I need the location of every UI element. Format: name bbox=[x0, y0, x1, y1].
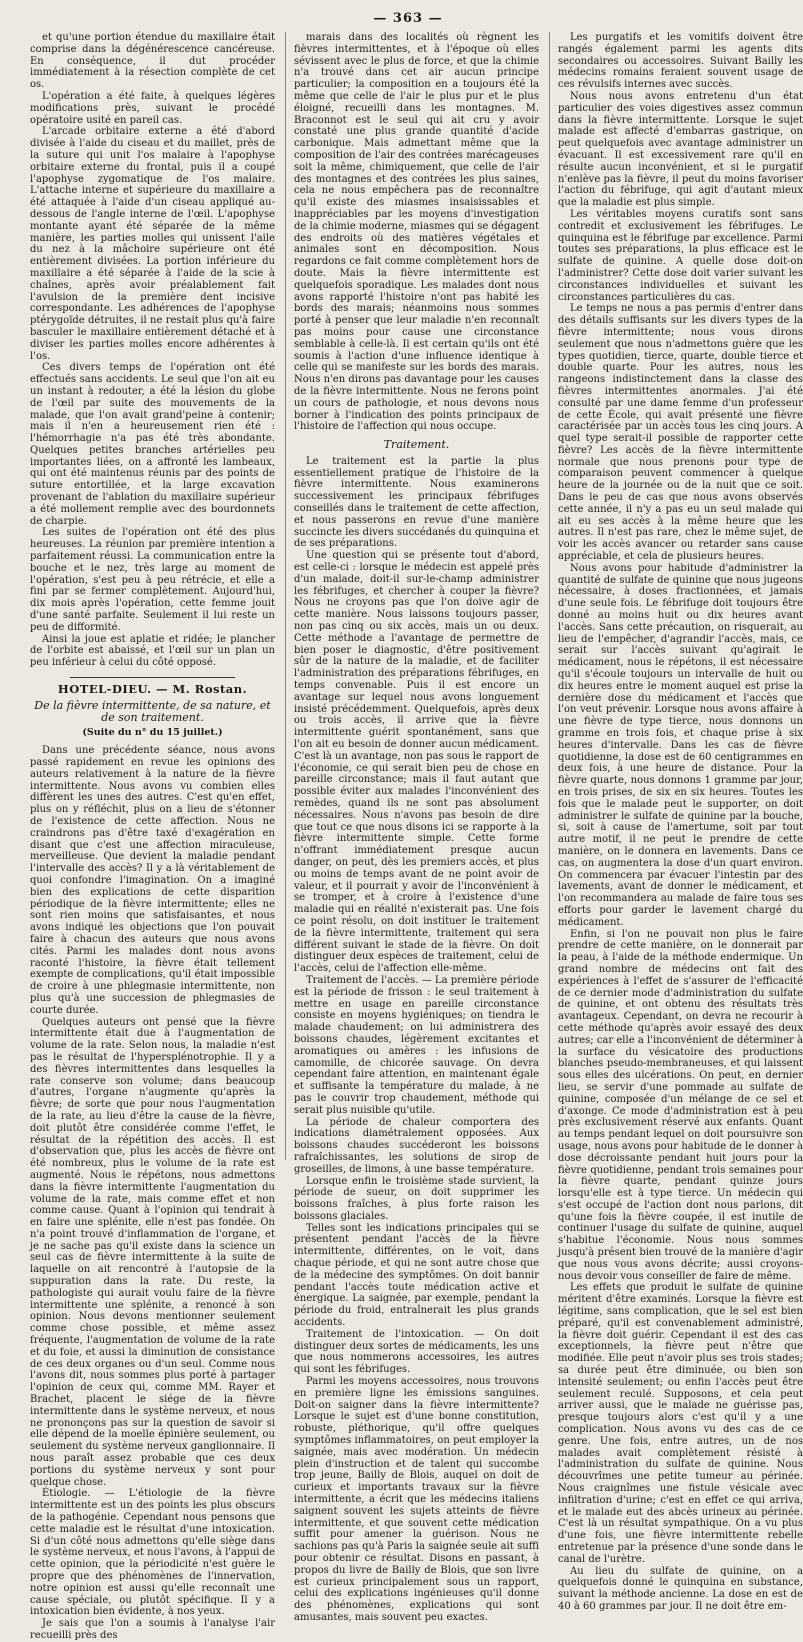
section-divider bbox=[70, 677, 235, 678]
column-2 bbox=[285, 32, 539, 1623]
paragraph: Le traitement est la partie la plus essentiellement pratique de l'histoire de la fièvre intermittente. Nous examinerons successivement les principaux fébrifuges conseillés dans le traitement de cette affection, et nous passerons en revue d'une manière succincte les divers succédanés du quinquina et de ses préparations. bbox=[294, 455, 539, 550]
paragraph: Dans une précédente séance, nous avons passé rapidement en revue les opinions des auteurs relativement à la nature de la fièvre intermittente. Nous avons vu combien elles diffèrent les unes des autres. C'est qu'en effet, plus on y réfléchit, plus on a lieu de s'étonner de l'existence de cette affection. Nous ne craindrons pas d'être taxé d'exagération en disant que c'est une affection miraculeuse, merveilleuse. Que devient la maladie pendant l'intervalle des accès? Il y a là véritablement de quoi confondre l'imagination. On a imaginé bien des explications de cette disparition périodique de la fièvre intermittente; elles ne sont rien moins que satisfaisantes, et nous avons indiqué les objections que l'on pouvait faire à chacun des auteurs que nous avons cités. Parmi les malades dont nous avons raconté l'histoire, la fièvre était tellement exempte de complications, qu'il était impossible de croire à une phlegmasie intermittente, non plus qu'à une succession de phlegmasies de courte durée. bbox=[30, 745, 275, 1016]
continuation-note: (Suite du n° du 15 juillet.) bbox=[82, 727, 223, 739]
article-title: De la fièvre intermittente, de sa nature, et de son traitement. bbox=[34, 698, 271, 724]
paragraph: Telles sont les indications principales qui se présentent pendant l'accès de la fièvre intermittente, différentes, on le voit, dans chaque période, et qui ne sont autre chose que de la médecine des symptômes. On doit bannir pendant l'accès toute médication active et énergique. La saignée, par exemple, pendant la période du froid, entraînerait les plus grands accidents. bbox=[294, 1222, 539, 1329]
paragraph: La période de chaleur comportera des indications diamétralement opposées. Aux boissons chaudes succéderont les boissons rafraîchissantes, les solutions de sirop de groseilles, de limons, à une basse température. bbox=[294, 1116, 539, 1175]
page-number: — 363 — bbox=[373, 11, 443, 26]
paragraph: Quelques auteurs ont pensé que la fièvre intermittente était due à l'augmentation de volume de la rate. Selon nous, la maladie n'est pas le résultat de l'hypersplénotrophie. Il y a des fièvres intermittentes dans lesquelles la rate conserve son volume; dans beaucoup d'autres, l'organe n'augmente qu'après la fièvre; de sorte que pour nous l'augmentation de la rate, au lieu d'être la cause de la fièvre, doit plutôt être considérée comme l'effet, le résultat de la répétition des accès. Il est d'observation que, plus les accès de fièvre ont été nombreux, plus le volume de la rate est augmenté. Nous le répétons, nous admettons dans la fièvre intermittente l'augmentation du volume de la rate, mais comme effet et non comme cause. Quant à l'opinion qui tendrait à en faire une splénite, elle n'est pas fondée. On n'a point trouvé d'inflammation de l'organe, et je ne sache pas qu'il existe dans la science un seul cas de fièvre intermittente à la suite de laquelle on ait rencontré à l'autopsie de la suppuration dans la rate. Du reste, la pathologiste qui aurait voulu faire de la fièvre intermittente une splénite, a renoncé à son opinion. Nous devons mentionner seulement comme chose possible, et même assez fréquente, l'augmentation de volume de la rate et du foie, et aussi la diminution de consistance de ces deux organes ou d'un seul. Comme nous l'avons dit, nous sommes plus porté à partager l'opinion de ceux qui, comme MM. Rayer et Brachet, placent le siége de la fièvre intermittente dans le système nerveux, et nous ne prononçons pas sur la question de savoir si elle dépend de la moelle épinière seulement, ou seulement du système nerveux ganglionnaire. Il nous paraît assez probable que ces deux portions du système nerveux y sont pour quelque chose. bbox=[30, 1016, 275, 1488]
paragraph: Enfin, si l'on ne pouvait non plus le faire prendre de cette manière, on le donnerait par la peau, à l'aide de la méthode endermique. Un grand nombre de médecins ont fait des expériences à l'effet de s'assurer de l'efficacité de ce dernier mode d'administration du sulfate de quinine, et ont obtenu des résultats très avantageux. Cependant, on devra ne recourir à cette méthode qu'après avoir essayé des deux autres; car elle a l'inconvénient de déterminer à la surface du vésicatoire des productions blanches pseudo-membraneuses, et qui laissent sous elles des ulcérations. On peut, en dernier lieu, se servir d'une pommade au sulfate de quinine, composée d'un mélange de ce sel et d'axonge. Ce mode d'administration est à peu près exclusivement réservé aux enfants. Quant au temps pendant lequel on doit poursuivre son usage, nous avons pour habitude de le donner à dose décroissante pendant huit jours pour la fièvre quotidienne, pendant trois semaines pour la fièvre quarte, pendant quinze jours lorsqu'elle est à type tierce. Un médecin qui s'est occupé de l'action dont nous parlons, dit qu'une fois la fièvre coupée, il est inutile de continuer l'usage du sulfate de quinine, auquel s'habitue l'économie. Nous nous sommes jusqu'à présent bien trouvé de la manière d'agir que nous vous avons décrite; aussi croyons-nous devoir vous conseiller de faire de même. bbox=[558, 928, 803, 1282]
paragraph: Nous nous avons entretenu d'un état particulier des voies digestives assez commun dans la fièvre intermittente. Lorsque le sujet malade est affecté d'embarras gastrique, on peut quelquefois avec avantage administrer un évacuant. Il est excessivement rare qu'il en résulte aucun inconvénient, et si le purgatif n'enlève pas la fièvre, il peut du moins favoriser l'action du fébrifuge, qui agit d'autant mieux que la maladie est plus simple. bbox=[558, 90, 803, 209]
paragraph: Ainsi la joue est aplatie et ridée; le plancher de l'orbite est abaissé, et l'œil sur un plan un peu inférieur à celui du côté opposé. bbox=[30, 633, 275, 669]
paragraph: Traitement de l'accès. — La première période est la période de frisson : le seul traitement à mettre en usage en pareille circonstance consiste en moyens hygiéniques; on tiendra le malade chaudement; on lui administrera des boissons chaudes, légèrement excitantes et aromatiques ou amères : les infusions de camomille, de chicorée sauvage. On devra cependant faire attention, en maintenant égale et suffisante la température du malade, à ne pas le couvrir trop chaudement, méthode qui serait plus nuisible qu'utile. bbox=[294, 974, 539, 1116]
paragraph: marais dans des localités où règnent les fièvres intermittentes, et à l'époque où elles sévissent avec le plus de force, et que la chimie n'a trouvé dans cet air aucun principe particulier; la composition en a toujours été la même que celle de l'air le plus pur et le plus éloigné, recueilli dans les montagnes. M. Braconnot est le seul qui ait cru y avoir constaté une plus grande quantité d'acide carbonique. Mais admettant même que la composition de l'air des contrées marécageuses soit la même, chimiquement, que celle de l'air des montagnes et des contrées les plus saines, cela ne nous empêchera pas de reconnaître qu'il existe des miasmes insaisissables et inappréciables par les moyens d'investigation de la chimie moderne, miasmes qui se dégagent des endroits où des matières végétales et animales sont en décomposition. Nous regardons ce fait comme complètement hors de doute. Mais la fièvre intermittente est quelquefois sporadique. Les malades dont nous avons rapporté l'histoire n'ont pas habité les bords des marais; néanmoins nous sommes porté à penser que leur maladie n'en reconnaît pas moins pour cause une circonstance semblable à celle-là. Il est certain qu'ils ont été soumis à l'action d'une influence identique à celle qui se manifeste sur les bords des marais. Nous n'en dirons pas davantage pour les causes de la fièvre intermittente. Nous ne ferons point un cours de pathologie, et nous devons nous borner à l'indication des points principaux de l'histoire de l'affection qui nous occupe. bbox=[294, 32, 539, 433]
paragraph: Les suites de l'opération ont été des plus heureuses. La réunion par première intention a parfaitement réussi. La communication entre la bouche et le nez, très large au moment de l'opération, s'est peu à peu rétrécie, et elle a fini par se fermer complètement. Aujourd'hui, dix mois après l'opération, cette femme jouit d'une santé parfaite. Seulement il lui reste un peu de difformité. bbox=[30, 527, 275, 633]
paragraph: Au lieu du sulfate de quinine, on a quelquefois donné le quinquina en substance, suivant la méthode ancienne. La dose en est de 40 à 60 grammes par jour. Il ne doit être em- bbox=[558, 1565, 803, 1612]
paragraph: Le temps ne nous a pas permis d'entrer dans des détails suffisants sur les divers types de la fièvre intermittente; nous vous dirons seulement que nous n'admettons guère que les types quotidien, tierce, quarte, double tierce et double quarte. Pour les autres, nous les rangeons indistinctement dans la classe des fièvres intermittentes anormales. J'ai été consulté par une dame femme d'un professeur de cette École, qui avait présenté une fièvre caractérisée par un accès tous les cinq jours. A quel type serait-il possible de rapporter cette fièvre? Les accès de la fièvre intermittente normale que nous prenons pour type de comparaison peuvent commencer à quelque heure de la journée ou de la nuit que ce soit. Dans le peu de cas que nous avons observés cette année, il n'y a pas eu un seul malade qui ait eu ses accès à la même heure que les autres. Il n'est pas rare, chez le même sujet, de voir les accès avancer ou retarder sans cause appréciable, et cela de plusieurs heures. bbox=[558, 303, 803, 563]
paragraph: Ces divers temps de l'opération ont été effectués sans accidents. Le seul que l'on ait eu un instant à redouter, a été la lésion du globe de l'œil par suite des mouvements de la malade, que l'on avait grand'peine à contenir; mais il n'en a heureusement rien été : l'hémorrhagie n'a pas été très abondante. Quelques petites branches artérielles peu importantes liées, on a affronté les lambeaux, qui ont été maintenus réunis par des points de suture entortillée, et la large excavation provenant de l'ablation du maxillaire supérieur a été mollement remplie avec des bourdonnets de charpie. bbox=[30, 362, 275, 527]
paragraph: L'arcade orbitaire externe a été d'abord divisée à l'aide du ciseau et du maillet, près de la suture qui unit l'os malaire à l'apophyse orbitaire externe du frontal, puis il a coupé l'apophyse zygomatique de l'os malaire. L'attache interne et supérieure du maxillaire a été attaquée à l'aide d'un ciseau appliqué au-dessous de l'angle interne de l'œil. L'apophyse montante ayant été séparée de la même manière, les parties molles qui unissent l'aile du nez à la mâchoire supérieure ont été entièrement divisées. La portion inférieure du maxillaire a été séparée à l'aide de la scie à chaînes, après avoir préalablement fait l'avulsion de la première dent incisive correspondante. Les adhérences de l'apophyse ptérygoïde détruites, il ne restait plus qu'à faire basculer le maxillaire entièrement détaché et à diviser les parties molles encore adhérentes à l'os. bbox=[30, 126, 275, 362]
paragraph: Parmi les moyens accessoires, nous trouvons en première ligne les émissions sanguines. Doit-on saigner dans la fièvre intermittente? Lorsque le sujet est d'une bonne constitution, robuste, pléthorique, qu'il offre quelques symptômes inflammatoires, on peut employer la saignée, mais avec modération. Un médecin plein d'instruction et de talent qui succombe trop jeune, Bailly de Blois, auquel on doit de curieux et importants travaux sur la fièvre intermittente, a écrit que les médecins italiens saignent souvent les sujets atteints de fièvre intermittente, et que souvent cette médication suffit pour amener la guérison. Nous ne sachions pas qu'à Paris la saignée seule ait suffi pour obtenir ce résultat. Disons en passant, à propos du livre de Bailly de Blois, que son livre est curieux principalement sous un rapport, celui des explications ingénieuses qu'il donne des phénomènes, explications qui sont amusantes, mais souvent peu exactes. bbox=[294, 1376, 539, 1623]
subheading-traitement: Traitement. bbox=[383, 438, 450, 452]
paragraph: Étiologie. — L'étiologie de la fièvre intermittente est un des points les plus obscurs de la pathogénie. Cependant nous pensons que cette maladie est le résultat d'une intoxication. Si d'un côté nous admettons qu'elle siège dans le système nerveux, et nous l'avons, à l'appui de cette opinion, que la périodicité n'est guère le propre que des phénomènes de l'innervation, notre opinion est aussi qu'elle reconnaît une cause spéciale, ou plutôt spécifique. Il y a intoxication bien évidente, à nos yeux. bbox=[30, 1488, 275, 1618]
paragraph: Traitement de l'intoxication. — On doit distinguer deux sortes de médicaments, les uns que nous nommerons accessoires, les autres qui sont les fébrifuges. bbox=[294, 1328, 539, 1376]
columns bbox=[30, 32, 803, 1641]
paragraph: Lorsque enfin le troisième stade survient, la période de sueur, on doit supprimer les boissons fraîches, à plus forte raison les boissons glaciales. bbox=[294, 1175, 539, 1222]
paragraph: Les purgatifs et les vomitifs doivent être rangés également parmi les agents dits secondaires ou accessoires. Suivant Bailly les médecins romains feraient souvent usage de ces révulsifs internes avec succès. bbox=[558, 32, 803, 91]
paragraph: Je sais que l'on a soumis à l'analyse l'air recueilli près des bbox=[30, 1618, 275, 1641]
column-1 bbox=[30, 32, 275, 1641]
paragraph: et qu'une portion étendue du maxillaire était comprise dans la dégénérescence cancéreuse. En conséquence, il dut procéder immédiatement à la résection complète de cet os. bbox=[30, 32, 275, 91]
column-3 bbox=[549, 32, 803, 1612]
paragraph: Les véritables moyens curatifs sont sans contredit et exclusivement les fébrifuges. Le quinquina est le fébrifuge par excellence. Parmi toutes ses préparations, la plus efficace est le sulfate de quinine. A quelle dose doit-on l'administrer? Cette dose doit varier suivant les circonstances individuelles et suivant les circonstances particulières du cas. bbox=[558, 208, 803, 303]
paragraph: L'opération a été faite, à quelques légères modifications près, suivant le procédé opératoire usité en pareil cas. bbox=[30, 90, 275, 126]
paragraph: Les effets que produit le sulfate de quinine méritent d'être examinés. Lorsque la fièvre est légitime, sans complication, que le sel est bien préparé, qu'il est convenablement administré, la fièvre doit guérir. Cependant il est des cas exceptionnels, la fièvre peut n'être que modifiée. Elle peut n'avoir plus ses trois stades; sa durée peut être diminuée, ou bien son intensité seulement; ou enfin l'accès peut être seulement reculé. Supposons, et cela peut arriver aussi, que le malade ne guérisse pas, presque toujours alors c'est qu'il y a une complication. Nous avons vu des cas de ce genre. Une fois, entre autres, un de nos malades avait complètement résisté à l'administration du sulfate de quinine. Nous découvrîmes une petite tumeur au périnée. Nous craignîmes une fistule vésicale avec infiltration d'urine; c'est en effet ce qui arriva, et le malade eut des abcès urineux au périnée. C'est là un résultat sympathique. On a vu plus d'une fois, une fièvre intermittente rebelle entretenue par la présence d'une sonde dans le canal de l'urètre. bbox=[558, 1282, 803, 1565]
section-heading: HOTEL-DIEU. — M. Rostan. bbox=[57, 682, 248, 697]
paragraph: Une question qui se présente tout d'abord, est celle-ci : lorsque le médecin est appelé près d'un malade, doit-il sur-le-champ administrer les fébrifuges, et chercher à couper la fièvre? Nous ne croyons pas que l'on doive agir de cette manière. Nous laissons toujours passer, non pas cinq ou six accès, mais un ou deux. Cette méthode a l'avantage de permettre de bien poser le diagnostic, d'être positivement sûr de la nature de la maladie, et de faciliter l'administration des préparations fébrifuges, en temps convenable. Puis il est encore un avantage sur lequel nous avons longuement insisté précédemment. Quelquefois, après deux ou trois accès, il arrive que la fièvre intermittente guérit spontanément, sans que l'on ait eu besoin de donner aucun médicament. C'est là un avantage, non pas sous le rapport de l'économie, ce qui serait bien peu de chose en pareille circonstance; mais il faut autant que possible éviter aux malades l'inconvénient des remèdes, quand ils ne sont pas absolument nécessaires. Nous n'avons pas besoin de dire que tout ce que nous disons ici se rapporte à la fièvre intermittente simple. Cette forme n'offrant immédiatement presque aucun danger, on peut, dès les premiers accès, et plus ou moins de temps avant de ne point avoir de valeur, et il pourrait y avoir de l'inconvénient à se tromper, et à croire à l'existence d'une maladie qui en réalité n'existerait pas. Une fois ce point résolu, on doit instituer le traitement de la fièvre intermittente, traitement qui sera différent suivant le stade de la fièvre. On doit distinguer deux espèces de traitement, celui de l'accès, celui de l'affection elle-même. bbox=[294, 550, 539, 975]
paragraph: Nous avons pour habitude d'administrer la quantité de sulfate de quinine que nous jugeons nécessaire, à doses fractionnées, et jamais d'une seule fois. Le fébrifuge doit toujours être donné au moins huit ou dix heures avant l'accès. Sans cette précaution, on risquerait, au lieu de l'empêcher, d'agrandir l'accès, mais, ce serait sur l'accès suivant qu'agirait le médicament, nous le répétons, il est nécessaire qu'il s'écoule toujours un intervalle de huit ou dix heures entre le moment auquel est prise la dernière dose du médicament et l'accès que l'on veut prévenir. Lorsque nous avons affaire à une fièvre de type tierce, nous donnons un gramme en trois fois, et chaque prise à six heures d'intervalle. Dans les cas de fièvre quotidienne, la dose est de 60 centigrammes en deux fois, à une heure de distance. Pour la fièvre quarte, nous donnons 1 gramme par jour, en trois prises, de six en six heures. Toutes les fois que le malade peut le supporter, on doit administrer le sulfate de quinine par la bouche, si, soit à cause de l'amertume, soit par tout autre motif, il ne peut le prendre de cette manière, on le donnera en lavements. Dans ce cas, on augmentera la dose d'un quart environ. On commencera par évacuer l'intestin par des lavements, avant de donner le médicament, et l'on recommandera au malade de faire tous ses efforts pour garder le lavement chargé du médicament. bbox=[558, 562, 803, 928]
